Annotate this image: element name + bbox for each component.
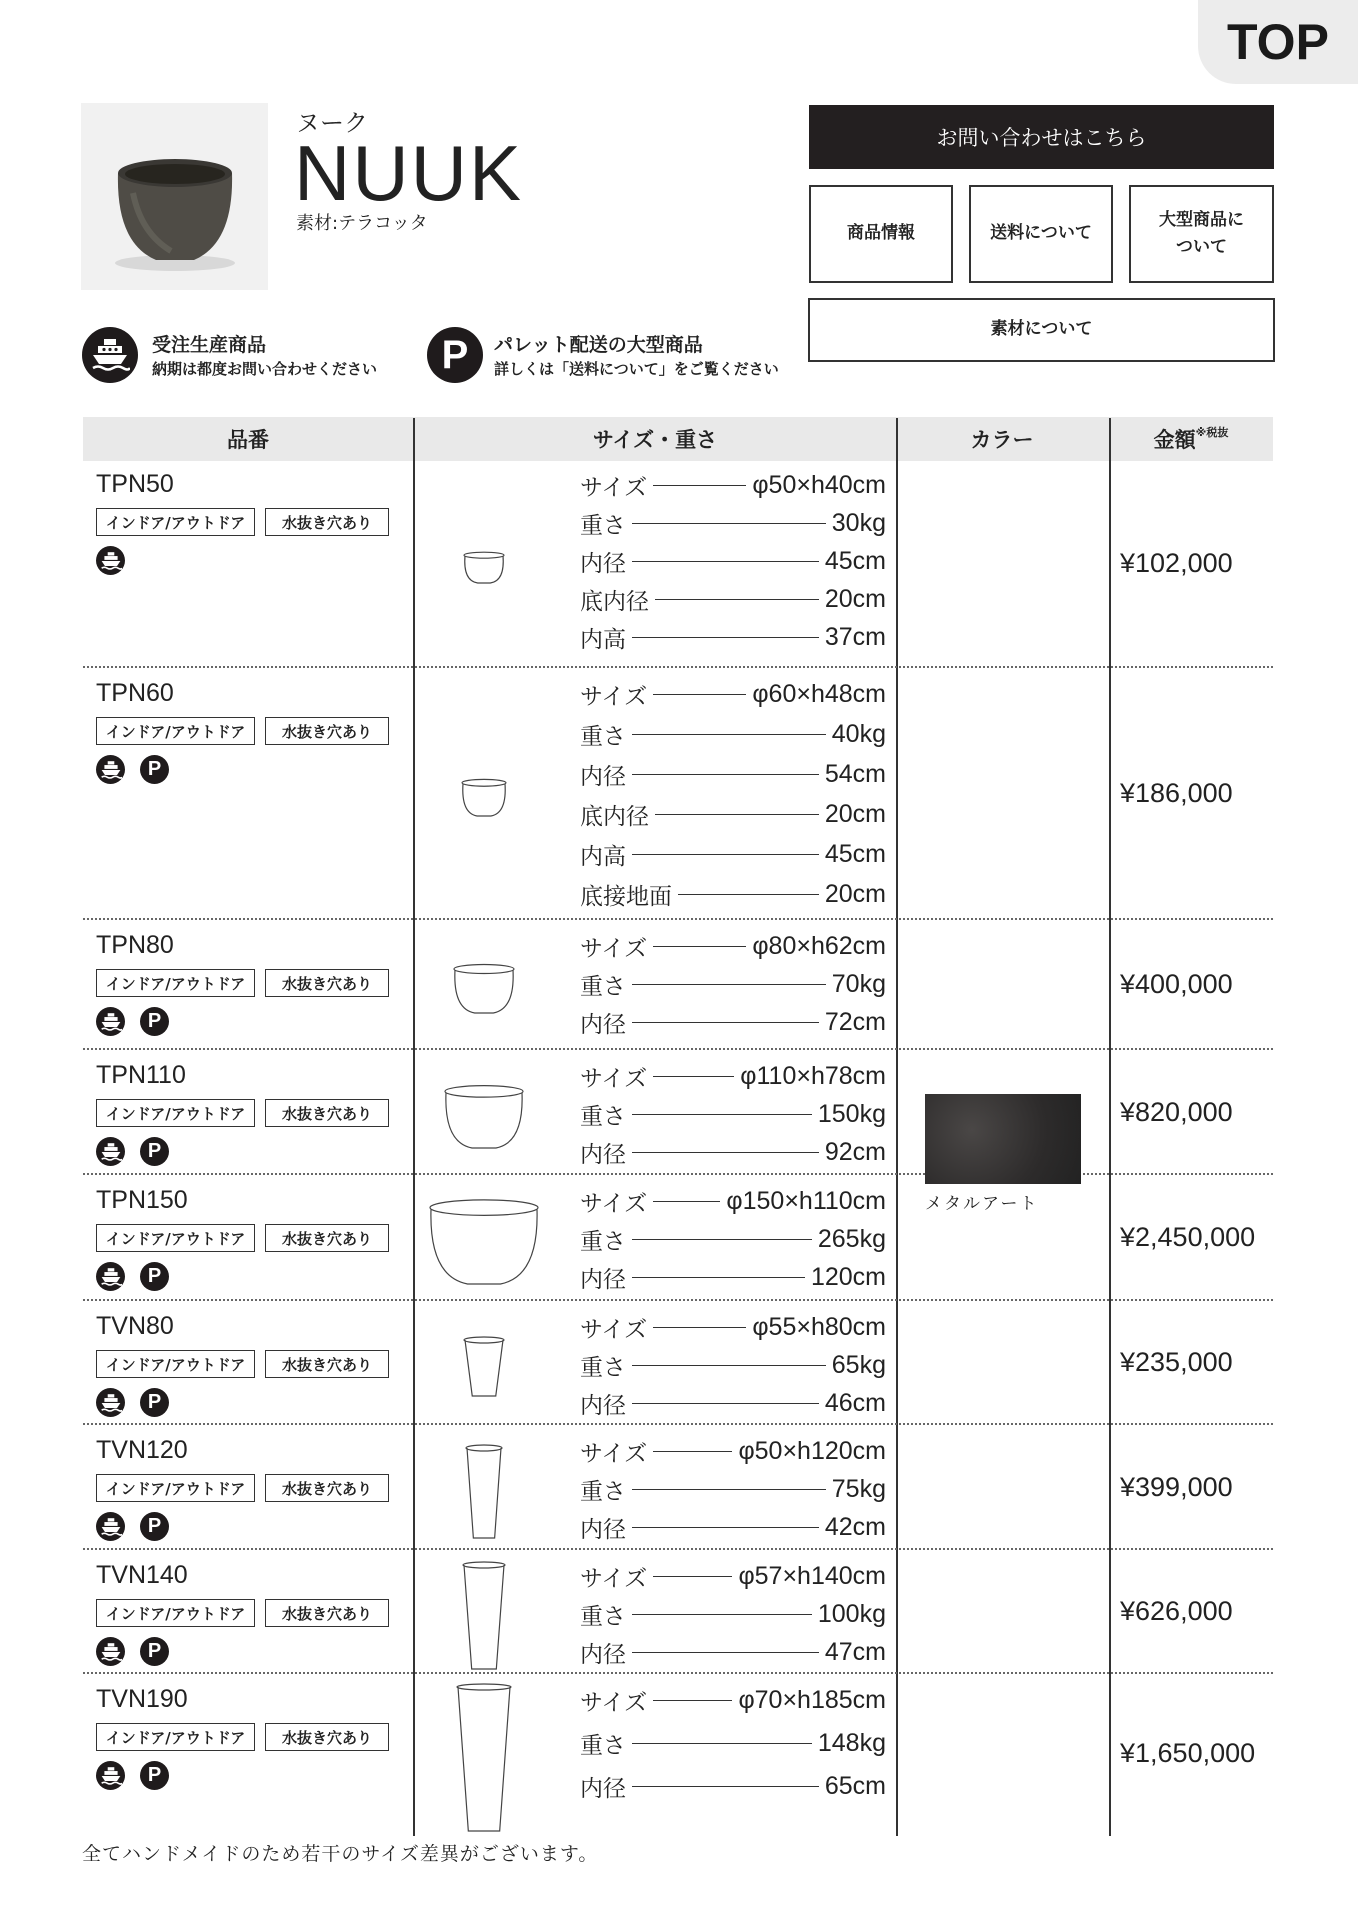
- spec-value: 65kg: [831, 1350, 886, 1379]
- spec-label: サイズ: [580, 1689, 648, 1716]
- ship-icon: [82, 327, 138, 383]
- spec-line: [580, 1724, 886, 1762]
- large-items-button[interactable]: 大型商品に ついて: [1129, 185, 1274, 283]
- spec-leader: [632, 774, 819, 775]
- spec-value: 47cm: [824, 1637, 886, 1666]
- spec-line: [580, 1633, 886, 1671]
- ship-icon: [96, 1007, 125, 1036]
- spec-leader: [632, 1489, 826, 1490]
- product-code: TPN110: [96, 1061, 186, 1089]
- column-divider: [1109, 418, 1111, 1836]
- product-photo: [81, 103, 268, 290]
- ship-icon: [96, 1637, 125, 1666]
- spec-label: サイズ: [580, 1316, 648, 1343]
- product-name: NUUK: [294, 129, 524, 217]
- spec-value: 65cm: [824, 1771, 886, 1800]
- header-code: 品番: [227, 428, 269, 452]
- spec-leader: [632, 561, 819, 562]
- spec-leader: [653, 1201, 720, 1202]
- spec-label: サイズ: [580, 1565, 648, 1592]
- ship-icon: [96, 1262, 125, 1291]
- parking-p-icon: P: [140, 1637, 169, 1666]
- parking-p-icon: P: [140, 755, 169, 784]
- spec-value: φ50×h120cm: [738, 1436, 886, 1465]
- spec-value: 265kg: [817, 1224, 886, 1253]
- product-code: TPN50: [96, 470, 174, 498]
- spec-line: [580, 1057, 886, 1095]
- spec-leader: [653, 1327, 746, 1328]
- header-size: サイズ・重さ: [592, 428, 718, 452]
- materials-button[interactable]: 素材について: [808, 298, 1275, 362]
- spec-leader: [653, 1076, 734, 1077]
- price: ¥235,000: [1120, 1347, 1233, 1377]
- spec-value: 120cm: [810, 1262, 886, 1291]
- spec-line: [580, 795, 886, 833]
- spec-leader: [632, 734, 826, 735]
- header-price: [1109, 417, 1273, 461]
- top-link[interactable]: TOP: [1198, 0, 1358, 84]
- spec-value: 30kg: [831, 508, 886, 537]
- spec-line: [580, 1182, 886, 1220]
- tag-indoor-outdoor: インドア/アウトドア: [96, 1099, 255, 1127]
- spec-line: [580, 1557, 886, 1595]
- tag-drain-hole: 水抜き穴あり: [265, 1474, 389, 1502]
- spec-line: [580, 1470, 886, 1508]
- spec-leader: [632, 523, 826, 524]
- pot-silhouette: [427, 1197, 541, 1291]
- pot-silhouette: [459, 777, 509, 823]
- spec-line: [580, 1003, 886, 1041]
- spec-line: [580, 927, 886, 965]
- pot-silhouette: [461, 1334, 507, 1404]
- spec-value: 40kg: [831, 719, 886, 748]
- spec-label: サイズ: [580, 935, 648, 962]
- spec-line: [580, 1258, 886, 1296]
- row-separator: [83, 1048, 1273, 1050]
- spec-value: 46cm: [824, 1388, 886, 1417]
- spec-label: サイズ: [580, 1065, 648, 1092]
- parking-p-icon: P: [140, 1512, 169, 1541]
- product-code: TVN190: [96, 1685, 188, 1713]
- ship-icon: [96, 546, 125, 575]
- spec-value: 54cm: [824, 759, 886, 788]
- spec-label: 重さ: [580, 1732, 626, 1759]
- spec-leader: [632, 1239, 812, 1240]
- spec-line: [580, 1133, 886, 1171]
- spec-line: [580, 580, 886, 618]
- legend-made-to-order-title: 受注生産商品: [152, 334, 267, 356]
- spec-line: [580, 1095, 886, 1133]
- parking-p-icon: P: [140, 1007, 169, 1036]
- pot-silhouette: [454, 1681, 514, 1839]
- spec-leader: [632, 984, 826, 985]
- spec-label: 内径: [580, 1516, 626, 1543]
- tag-indoor-outdoor: インドア/アウトドア: [96, 717, 255, 745]
- spec-leader: [632, 637, 819, 638]
- header-price-note: ※税抜: [1195, 426, 1229, 439]
- spec-line: [580, 1681, 886, 1719]
- spec-line: [580, 675, 886, 713]
- pot-silhouette: [442, 1083, 526, 1155]
- parking-p-icon: P: [140, 1262, 169, 1291]
- spec-label: 重さ: [580, 723, 626, 750]
- spec-label: 底接地面: [580, 883, 672, 910]
- spec-value: 20cm: [824, 799, 886, 828]
- spec-value: 150kg: [817, 1099, 886, 1128]
- pot-silhouette: [461, 550, 507, 590]
- row-separator: [83, 1299, 1273, 1301]
- spec-value: 70kg: [831, 969, 886, 998]
- product-name-kana: ヌーク: [296, 109, 368, 137]
- spec-line: [580, 466, 886, 504]
- spec-line: [580, 715, 886, 753]
- spec-line: [580, 1508, 886, 1546]
- spec-line: [580, 1595, 886, 1633]
- spec-value: 45cm: [824, 839, 886, 868]
- tag-drain-hole: 水抜き穴あり: [265, 1224, 389, 1252]
- spec-leader: [632, 1365, 826, 1366]
- tag-indoor-outdoor: インドア/アウトドア: [96, 1723, 255, 1751]
- price: ¥820,000: [1120, 1096, 1233, 1127]
- spec-value: 72cm: [824, 1007, 886, 1036]
- spec-label: 重さ: [580, 1603, 626, 1630]
- spec-line: [580, 1308, 886, 1346]
- spec-leader: [632, 1152, 819, 1153]
- spec-value: 75kg: [831, 1474, 886, 1503]
- spec-line: [580, 835, 886, 873]
- product-code: TVN80: [96, 1312, 174, 1340]
- ship-icon: [96, 1137, 125, 1166]
- spec-line: [580, 1220, 886, 1258]
- parking-p-icon: P: [427, 327, 483, 383]
- spec-label: 重さ: [580, 973, 626, 1000]
- spec-label: サイズ: [580, 1190, 648, 1217]
- contact-button[interactable]: お問い合わせはこちら: [809, 105, 1274, 169]
- spec-leader: [632, 1786, 819, 1787]
- tag-indoor-outdoor: インドア/アウトドア: [96, 508, 255, 536]
- spec-line: [580, 504, 886, 542]
- spec-line: [580, 1432, 886, 1470]
- tag-indoor-outdoor: インドア/アウトドア: [96, 1224, 255, 1252]
- spec-leader: [632, 1527, 819, 1528]
- spec-line: [580, 1346, 886, 1384]
- spec-line: [580, 755, 886, 793]
- spec-label: 内径: [580, 1266, 626, 1293]
- tag-drain-hole: 水抜き穴あり: [265, 1599, 389, 1627]
- spec-line: [580, 1767, 886, 1805]
- price: ¥399,000: [1120, 1471, 1233, 1502]
- pot-silhouette: [463, 1442, 505, 1546]
- spec-value: φ60×h48cm: [752, 679, 886, 708]
- spec-leader: [632, 1114, 812, 1115]
- header-price-label: 金額: [1153, 428, 1196, 452]
- spec-leader: [632, 1614, 812, 1615]
- spec-leader: [653, 694, 746, 695]
- spec-value: φ110×h78cm: [740, 1061, 886, 1090]
- spec-label: 内径: [580, 1641, 626, 1668]
- spec-label: 重さ: [580, 1103, 626, 1130]
- spec-value: 100kg: [817, 1599, 886, 1628]
- spec-leader: [678, 894, 819, 895]
- tag-indoor-outdoor: インドア/アウトドア: [96, 1474, 255, 1502]
- spec-label: 内径: [580, 550, 626, 577]
- spec-label: 内高: [580, 626, 626, 653]
- spec-value: 20cm: [824, 879, 886, 908]
- spec-leader: [632, 1403, 819, 1404]
- parking-p-icon: P: [140, 1761, 169, 1790]
- price: ¥1,650,000: [1120, 1738, 1256, 1768]
- tag-drain-hole: 水抜き穴あり: [265, 1350, 389, 1378]
- spec-label: 底内径: [580, 803, 649, 830]
- tag-drain-hole: 水抜き穴あり: [265, 508, 389, 536]
- spec-value: φ70×h185cm: [738, 1685, 886, 1714]
- row-separator: [83, 1548, 1273, 1550]
- ship-icon: [96, 755, 125, 784]
- spec-value: 45cm: [824, 546, 886, 575]
- price: ¥400,000: [1120, 969, 1233, 999]
- spec-label: 重さ: [580, 512, 626, 539]
- row-separator: [83, 1173, 1273, 1175]
- ship-icon: [96, 1512, 125, 1541]
- spec-line: [580, 875, 886, 913]
- tag-indoor-outdoor: インドア/アウトドア: [96, 969, 255, 997]
- spec-line: [580, 542, 886, 580]
- tag-drain-hole: 水抜き穴あり: [265, 717, 389, 745]
- product-code: TVN120: [96, 1436, 188, 1464]
- row-separator: [83, 1423, 1273, 1425]
- price: ¥102,000: [1120, 547, 1233, 578]
- tag-drain-hole: 水抜き穴あり: [265, 969, 389, 997]
- ship-icon: [96, 1761, 125, 1790]
- spec-label: 内径: [580, 1011, 626, 1038]
- spec-label: 重さ: [580, 1478, 626, 1505]
- spec-line: [580, 965, 886, 1003]
- price: ¥186,000: [1120, 778, 1233, 808]
- spec-label: 内径: [580, 1141, 626, 1168]
- spec-leader: [653, 485, 746, 486]
- row-separator: [83, 666, 1273, 668]
- spec-leader: [632, 1652, 819, 1653]
- tag-indoor-outdoor: インドア/アウトドア: [96, 1599, 255, 1627]
- spec-leader: [632, 1743, 812, 1744]
- spec-leader: [655, 814, 819, 815]
- spec-label: サイズ: [580, 1440, 648, 1467]
- column-divider: [896, 418, 898, 1836]
- spec-value: φ150×h110cm: [726, 1186, 886, 1215]
- tag-drain-hole: 水抜き穴あり: [265, 1099, 389, 1127]
- spec-value: 42cm: [824, 1512, 886, 1541]
- color-swatch-metal-art: [925, 1094, 1081, 1184]
- spec-leader: [653, 1576, 732, 1577]
- row-separator: [83, 1672, 1273, 1674]
- tag-drain-hole: 水抜き穴あり: [265, 1723, 389, 1751]
- spec-leader: [632, 1277, 805, 1278]
- spec-value: φ50×h40cm: [752, 470, 886, 499]
- spec-value: 37cm: [824, 622, 886, 651]
- spec-leader: [655, 599, 819, 600]
- pot-silhouette: [460, 1559, 508, 1677]
- spec-leader: [653, 1700, 732, 1701]
- spec-label: 内径: [580, 763, 626, 790]
- spec-value: 92cm: [824, 1137, 886, 1166]
- spec-value: φ57×h140cm: [738, 1561, 886, 1590]
- ship-icon: [96, 1388, 125, 1417]
- tag-indoor-outdoor: インドア/アウトドア: [96, 1350, 255, 1378]
- spec-label: 内高: [580, 843, 626, 870]
- spec-label: 重さ: [580, 1228, 626, 1255]
- product-code: TVN140: [96, 1561, 188, 1589]
- product-code: TPN80: [96, 931, 174, 959]
- row-separator: [83, 918, 1273, 920]
- parking-p-icon: P: [140, 1137, 169, 1166]
- spec-value: 148kg: [817, 1728, 886, 1757]
- legend-pallet-sub: 詳しくは「送料について」をご覧ください: [494, 360, 779, 378]
- product-info-button[interactable]: 商品情報: [809, 185, 953, 283]
- table-header: [83, 417, 1273, 461]
- spec-leader: [632, 854, 819, 855]
- product-code: TPN150: [96, 1186, 188, 1214]
- spec-line: [580, 1384, 886, 1422]
- shipping-button[interactable]: 送料について: [969, 185, 1113, 283]
- footer-note: 全てハンドメイドのため若干のサイズ差異がございます。: [82, 1843, 599, 1865]
- price: ¥626,000: [1120, 1596, 1233, 1626]
- spec-label: 内径: [580, 1392, 626, 1419]
- spec-label: サイズ: [580, 683, 648, 710]
- spec-value: φ80×h62cm: [752, 931, 886, 960]
- spec-value: 20cm: [824, 584, 886, 613]
- spec-label: サイズ: [580, 474, 648, 501]
- spec-line: [580, 618, 886, 656]
- header-color: カラー: [970, 428, 1034, 452]
- spec-leader: [653, 946, 746, 947]
- spec-label: 底内径: [580, 588, 649, 615]
- legend-made-to-order-sub: 納期は都度お問い合わせください: [152, 360, 378, 378]
- column-divider: [413, 418, 415, 1836]
- product-code: TPN60: [96, 679, 174, 707]
- pot-silhouette: [451, 962, 517, 1020]
- spec-label: 内径: [580, 1775, 626, 1802]
- spec-label: 重さ: [580, 1354, 626, 1381]
- price: ¥2,450,000: [1120, 1222, 1256, 1252]
- color-label: メタルアート: [925, 1194, 1039, 1214]
- spec-leader: [632, 1022, 819, 1023]
- legend-pallet-title: パレット配送の大型商品: [494, 334, 703, 356]
- product-material: 素材:テラコッタ: [296, 213, 428, 234]
- spec-leader: [653, 1451, 732, 1452]
- parking-p-icon: P: [140, 1388, 169, 1417]
- spec-value: φ55×h80cm: [752, 1312, 886, 1341]
